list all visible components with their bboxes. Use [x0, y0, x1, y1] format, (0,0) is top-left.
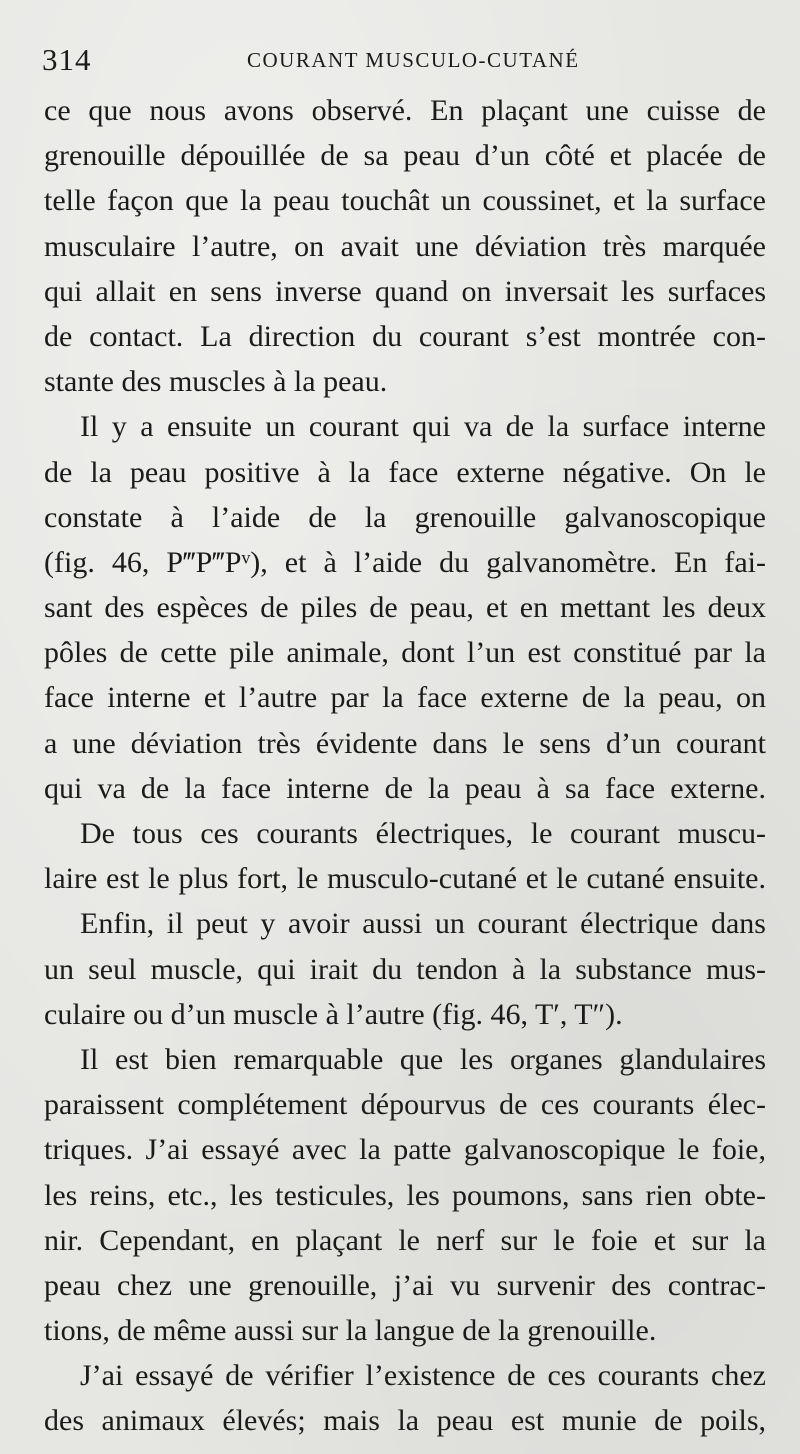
- text-line: pôles de cette pile animale, dont l’un est constitué par la: [44, 636, 766, 670]
- text-line: (fig. 46, P‴P‴Pᵛ), et à l’aide du galvanomètre. En fai-: [44, 545, 766, 579]
- text-line: un seul muscle, qui irait du tendon à la substance mus-: [44, 952, 766, 986]
- text-line: Il est bien remarquable que les organes glandulaires: [80, 1042, 766, 1076]
- text-line: sant des espèces de piles de peau, et en mettant les deux: [44, 591, 766, 625]
- running-title: COURANT MUSCULO-CUTANÉ: [247, 48, 580, 72]
- text-line: De tous ces courants électriques, le courant muscu-: [80, 817, 766, 850]
- text-line: ce que nous avons observé. En plaçant une cuisse de: [44, 94, 766, 127]
- body-text: [44, 88, 766, 1444]
- text-line: qui allait en sens inverse quand on inversait les surfaces: [44, 274, 766, 308]
- text-line: Il y a ensuite un courant qui va de la surface interne: [80, 410, 766, 444]
- text-line: nir. Cependant, en plaçant le nerf sur le foie et sur la: [44, 1223, 766, 1257]
- text-line: de contact. La direction du courant s’est montrée con-: [44, 319, 766, 353]
- text-line: triques. J’ai essayé avec la patte galvanoscopique le foie,: [44, 1133, 766, 1167]
- text-line: culaire ou d’un muscle à l’autre (fig. 46, T′, T″).: [44, 997, 623, 1031]
- text-line: laire est le plus fort, le musculo-cutané et le cutané ensuite.: [44, 862, 766, 896]
- text-line: constate à l’aide de la grenouille galvanoscopique: [44, 500, 766, 534]
- text-line: qui va de la face interne de la peau à sa face externe.: [44, 771, 766, 805]
- text-line: Enfin, il peut y avoir aussi un courant électrique dans: [80, 907, 766, 941]
- page-number: 314: [42, 42, 92, 77]
- text-line: des animaux élevés; mais la peau est munie de poils,: [44, 1404, 766, 1438]
- text-line: tions, de même aussi sur la langue de la grenouille.: [44, 1314, 657, 1348]
- text-line: musculaire l’autre, on avait une déviation très marquée: [44, 229, 766, 263]
- text-line: telle façon que la peau touchât un coussinet, et la surface: [44, 184, 766, 218]
- text-line: grenouille dépouillée de sa peau d’un côté et placée de: [44, 139, 766, 173]
- text-line: paraissent complétement dépourvus de ces courants élec-: [44, 1088, 766, 1122]
- page-header: [42, 40, 762, 84]
- text-line: J’ai essayé de vérifier l’existence de ces courants chez: [80, 1359, 766, 1393]
- text-line: de la peau positive à la face externe négative. On le: [44, 455, 766, 489]
- text-line: les reins, etc., les testicules, les poumons, sans rien obte-: [44, 1178, 766, 1212]
- text-line: peau chez une grenouille, j’ai vu survenir des contrac-: [44, 1268, 766, 1302]
- text-line: a une déviation très évidente dans le sens d’un courant: [44, 726, 766, 760]
- text-line: face interne et l’autre par la face externe de la peau, on: [44, 681, 766, 715]
- text-line: stante des muscles à la peau.: [44, 365, 388, 399]
